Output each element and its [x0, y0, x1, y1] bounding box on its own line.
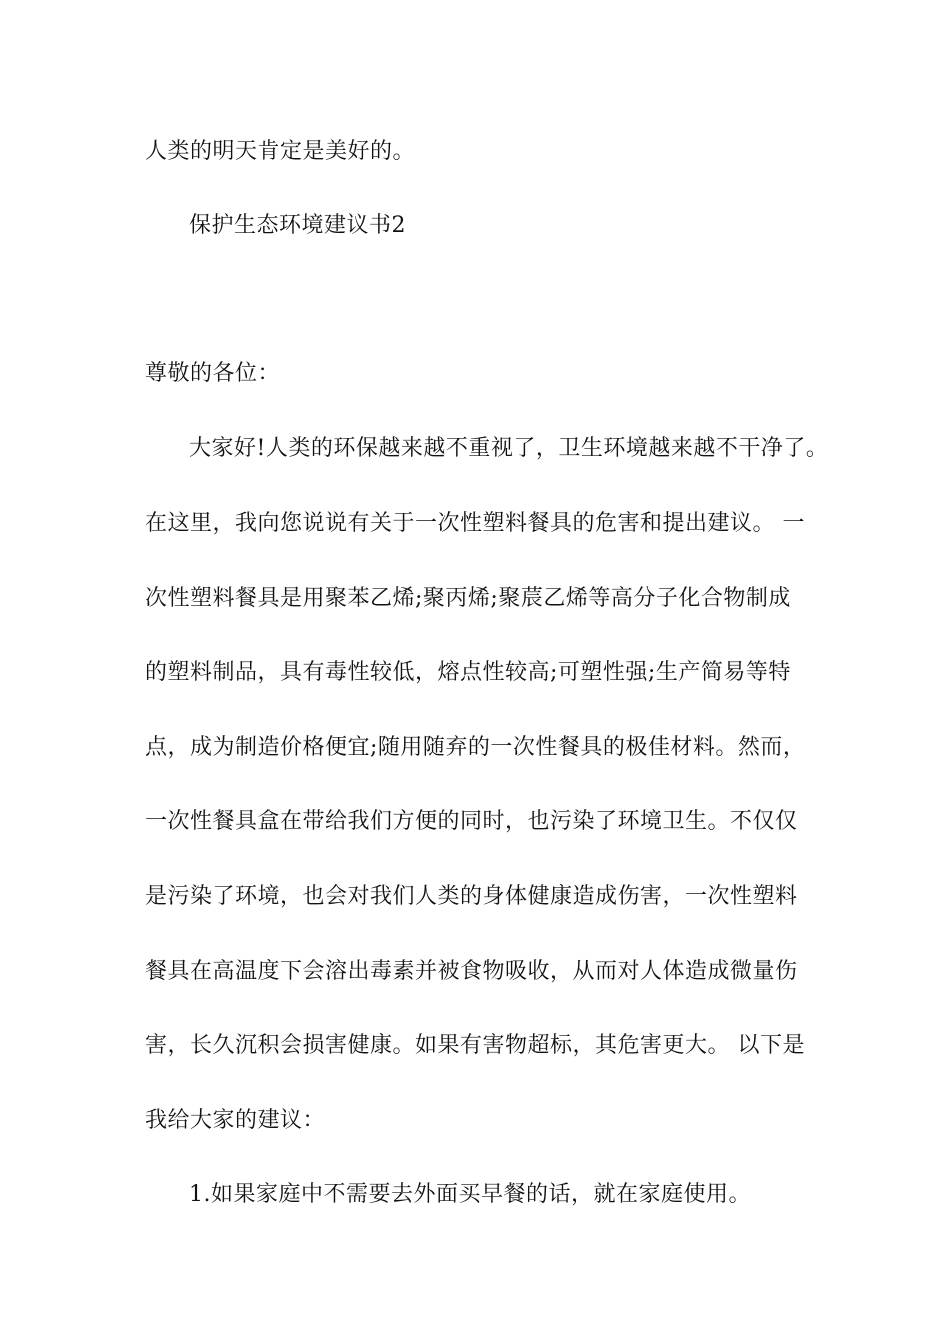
section-title: 保护生态环境建议书2: [189, 213, 406, 238]
paragraph-line: 是污染了环境，也会对我们人类的身体健康造成伤害，一次性塑料: [145, 884, 798, 909]
paragraph-line: 一次性餐具盒在带给我们方便的同时，也污染了环境卫生。不仅仅: [145, 809, 798, 834]
paragraph-line: 餐具在高温度下会溶出毒素并被食物吸收，从而对人体造成微量伤: [145, 959, 798, 984]
paragraph-line: 点，成为制造价格便宜;随用随弃的一次性餐具的极佳材料。然而，: [145, 735, 806, 760]
list-item: 1.如果家庭中不需要去外面买早餐的话，就在家庭使用。: [189, 1182, 751, 1207]
paragraph-line: 的塑料制品，具有毒性较低，熔点性较高;可塑性强;生产简易等特: [145, 660, 791, 685]
salutation: 尊敬的各位：: [145, 361, 281, 386]
text-line-closing: 人类的明天肯定是美好的。: [145, 139, 416, 164]
paragraph-line: 大家好!人类的环保越来越不重视了，卫生环境越来越不干净了。: [189, 436, 829, 461]
paragraph-line: 我给大家的建议：: [145, 1108, 326, 1133]
paragraph-line: 在这里，我向您说说有关于一次性塑料餐具的危害和提出建议。 一: [145, 511, 805, 536]
paragraph-line: 害，长久沉积会损害健康。如果有害物超标，其危害更大。 以下是: [145, 1033, 805, 1058]
paragraph-line: 次性塑料餐具是用聚苯乙烯;聚丙烯;聚莀乙烯等高分子化合物制成: [145, 586, 791, 611]
